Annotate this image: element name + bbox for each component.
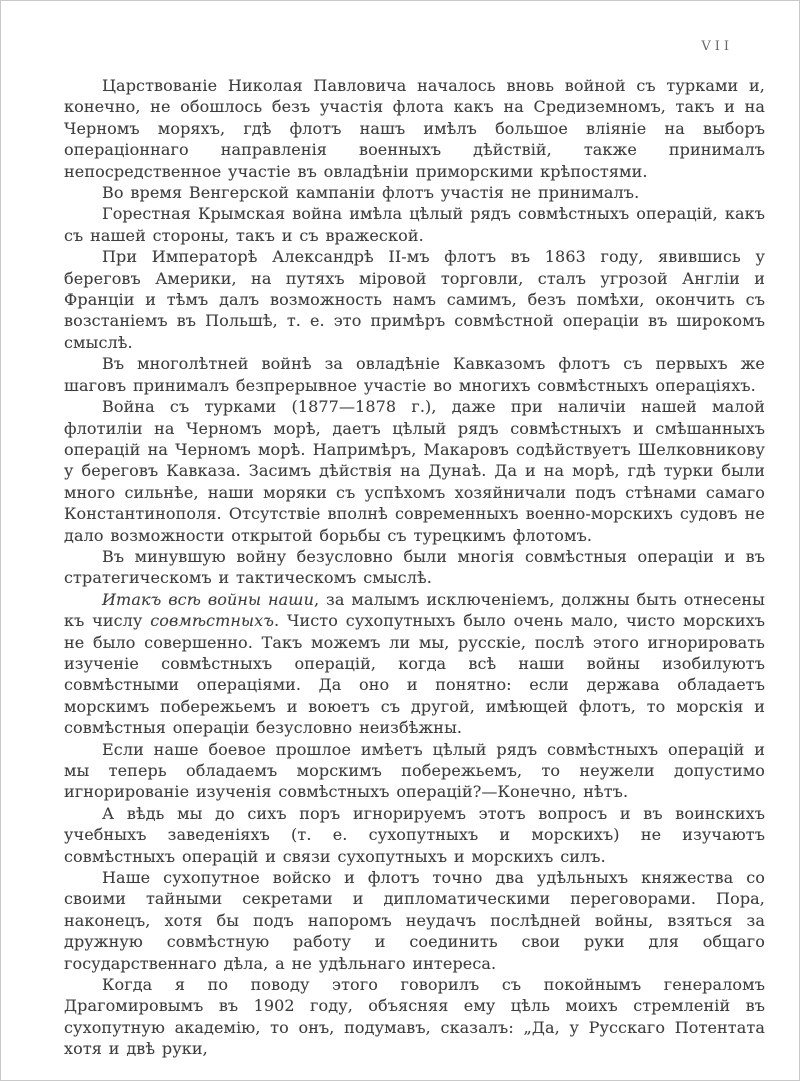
page-number: VII	[701, 39, 733, 54]
paragraph: Наше сухопутное войско и флотъ точно два удѣльныхъ княжества со своими тайными секретами и дипломатическими переговорами. Пора, наконецъ, хотя бы подъ напоромъ неудачъ послѣдней войны, взяться за дружную совмѣстную работу и соединить свои руки для общаго государственнаго дѣла, а не удѣльнаго интереса.	[64, 868, 765, 973]
paragraph: Царствованіе Николая Павловича началось вновь войной съ турками и, конечно, не обошлось безъ участія флота какъ на Средиземномъ, такъ и на Черномъ моряхъ, гдѣ флотъ нашъ имѣлъ большое вліяніе на выборъ операціоннаго направленія военныхъ дѣйствій, также принималъ непосредственное участіе въ овладѣніи приморскими крѣпостями.	[64, 76, 765, 181]
paragraph: Если наше боевое прошлое имѣетъ цѣлый рядъ совмѣстныхъ операцій и мы теперь обладаемъ морскимъ побережьемъ, то неужели допустимо игнорированіе изученія совмѣстныхъ операцій?—Конечно, нѣтъ.	[64, 739, 765, 802]
paragraph: Въ многолѣтней войнѣ за овладѣніе Кавказомъ флотъ съ первыхъ же шаговъ принималъ безпрерывное участіе во многихъ совмѣстныхъ операціяхъ.	[64, 354, 765, 395]
body-text	[64, 75, 765, 1060]
plain-phrase: . Чисто сухопутныхъ было очень мало, чисто морскихъ не было совершенно. Такъ можемъ ли мы, русскіе, послѣ этого игнорировать изученіе совмѣстныхъ операцій, когда всѣ наши войны изобилуютъ совмѣстными операціями. Да оно и понятно: если держава обладаетъ морскимъ побережьемъ и воюетъ съ другой, имѣющей флотъ, то морскія и совмѣстныя операціи безусловно неизбѣжны.	[64, 611, 766, 738]
paragraph: Въ минувшую войну безусловно были многія совмѣстныя операціи и въ стратегическомъ и тактическомъ смыслѣ.	[64, 546, 765, 588]
paragraph-with-emphasis	[64, 589, 765, 739]
italic-phrase: совмѣстныхъ	[150, 611, 275, 631]
italic-phrase: Итакъ всѣ войны наши	[102, 589, 314, 609]
paragraph: Во время Венгерской кампаніи флотъ участія не принималъ.	[102, 183, 640, 203]
paragraph: А вѣдь мы до сихъ поръ игнорируемъ этотъ вопросъ и въ воинскихъ учебныхъ заведеніяхъ (т. е. сухопутныхъ и морскихъ) не изучаютъ совмѣстныхъ операцій и связи сухопутныхъ и морскихъ силъ.	[64, 803, 765, 866]
paragraph: Горестная Крымская война имѣла цѣлый рядъ совмѣстныхъ операцій, какъ съ нашей стороны, такъ и съ вражеской.	[64, 204, 765, 245]
plain-phrase: , за малымъ исключеніемъ, должны быть отнесены къ числу	[64, 589, 765, 631]
paragraph: Война съ турками (1877—1878 г.), даже при наличіи нашей малой флотиліи на Черномъ морѣ, даетъ цѣлый рядъ совмѣстныхъ и смѣшанныхъ операцій на Черномъ морѣ. Напримѣръ, Макаровъ содѣйствуетъ Шелковникову у береговъ Кавказа. Засимъ дѣйствія на Дунаѣ. Да и на морѣ, гдѣ турки были много сильнѣе, наши моряки съ успѣхомъ хозяйничали подъ стѣнами самаго Константинополя. Отсутствіе вполнѣ современныхъ военно-морскихъ судовъ не дало возможности открытой борьбы съ турецкимъ флотомъ.	[64, 397, 765, 545]
paragraph: При Императорѣ Александрѣ II-мъ флотъ въ 1863 году, явившись у береговъ Америки, на путяхъ міровой торговли, сталъ угрозой Англіи и Франціи и тѣмъ далъ возможность намъ самимъ, безъ помѣхи, окончить съ возстаніемъ въ Польшѣ, т. е. это примѣръ совмѣстной операціи въ широкомъ смыслѣ.	[64, 247, 765, 352]
paragraph: Когда я по поводу этого говорилъ съ покойнымъ генераломъ Драгомировымъ въ 1902 году, объясняя ему цѣль моихъ стремленій въ сухопутную академію, то онъ, подумавъ, сказалъ: „Да, у Русскаго Потентата хотя и двѣ руки,	[64, 975, 765, 1059]
